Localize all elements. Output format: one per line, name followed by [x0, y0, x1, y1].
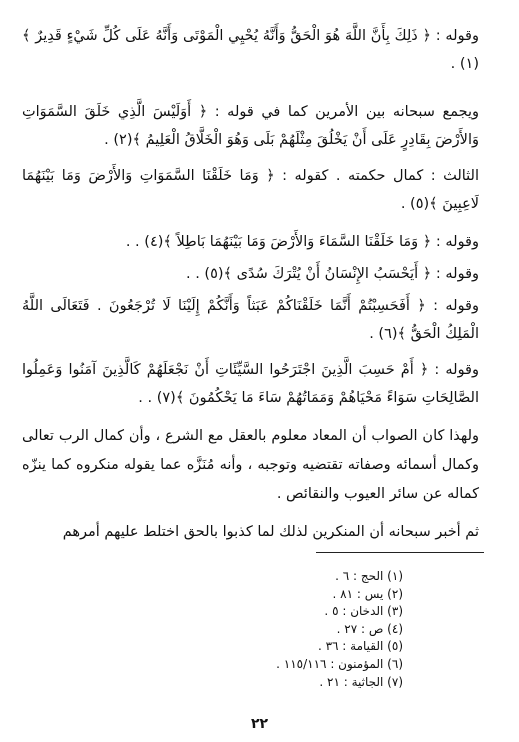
paragraph-5: وقوله : ﴿ أَيَحْسَبُ الإِنْسَانُ أَنْ يُتْرَكَ سُدًى ﴾(٥) . . — [186, 266, 479, 282]
footnote-item: (٦) المؤمنون : ١١٥/١١٦ . — [276, 656, 403, 671]
paragraph-6: وقوله : ﴿ أَفَحَسِبْتُمْ أَنَّمَا خَلَقْنَاكُمْ عَبَثاً وَأَنَّكُمْ إِلَيْنَا لَا تُرْجَعُونَ . فَتَعَالَى اللَّهُ الْمَلِكُ الْحَقُّ ﴾(٦) . — [22, 298, 479, 342]
paragraph-8: ولهذا كان الصواب أن المعاد معلوم بالعقل مع الشرع ، وأن كمال الرب تعالى وكمال أسمائه وصفاته تقتضيه وتوجبه ، وأنه مُنَزَّه عما يقوله منكروه كما ينزّه كماله عن سائر العيوب والنقائص . — [22, 428, 479, 502]
footnote-item: (٢) يس : ٨١ . — [332, 586, 403, 601]
paragraph-3: الثالث : كمال حكمته . كقوله : ﴿ وَمَا خَلَقْنَا السَّمَوَاتِ وَالأَرْضَ وَمَا بَيْنَهُمَا لَاعِبِينَ ﴾(٥) . — [22, 168, 479, 212]
footnote-item: (٣) الدخان : ٥ . — [324, 604, 403, 619]
paragraph-7: وقوله : ﴿ أَمْ حَسِبَ الَّذِينَ اجْتَرَحُوا السَّيِّئَاتِ أَنْ نَجْعَلَهُمْ كَالَّذِينَ آمَنُوا وَعَمِلُوا الصَّالِحَاتِ سَوَاءً مَحْيَاهُمْ وَمَمَاتُهُمْ سَاءَ مَا يَحْكُمُونَ ﴾(٧) . . — [22, 362, 479, 406]
footnote-item: (١) الحج : ٦ . — [335, 569, 403, 583]
footnotes-list — [276, 568, 403, 691]
footnote-separator — [316, 552, 484, 553]
paragraph-9: ثم أخبر سبحانه أن المنكرين لذلك لما كذبوا بالحق اختلط عليهم أمرهم — [62, 524, 479, 540]
footnote-item: (٤) ص : ٢٧ . — [336, 621, 403, 636]
paragraph-2: ويجمع سبحانه بين الأمرين كما في قوله : ﴿ أَوَلَيْسَ الَّذِي خَلَقَ السَّمَوَاتِ وَالأَرْضَ بِقَادِرٍ عَلَى أَنْ يَخْلُقَ مِثْلَهُمْ بَلَى وَهُوَ الْخَلَّاقُ الْعَلِيمُ ﴾(٢) . — [22, 104, 479, 148]
page-number: ٢٢ — [250, 716, 269, 732]
footnote-item: (٥) القيامة : ٣٦ . — [317, 639, 403, 654]
paragraph-4: وقوله : ﴿ وَمَا خَلَقْنَا السَّمَاءَ وَالأَرْضَ وَمَا بَيْنَهُمَا بَاطِلاً ﴾(٤) . . — [125, 234, 479, 250]
paragraph-1: وقوله : ﴿ ذَلِكَ بِأَنَّ اللَّهَ هُوَ الْحَقُّ وَأَنَّهُ يُحْيِي الْمَوْتَى وَأَنَّهُ عَلَى كُلِّ شَيْءٍ قَدِيرٌ ﴾(١) . — [22, 28, 479, 72]
footnote-item: (٧) الجاثية : ٢١ . — [319, 674, 403, 689]
